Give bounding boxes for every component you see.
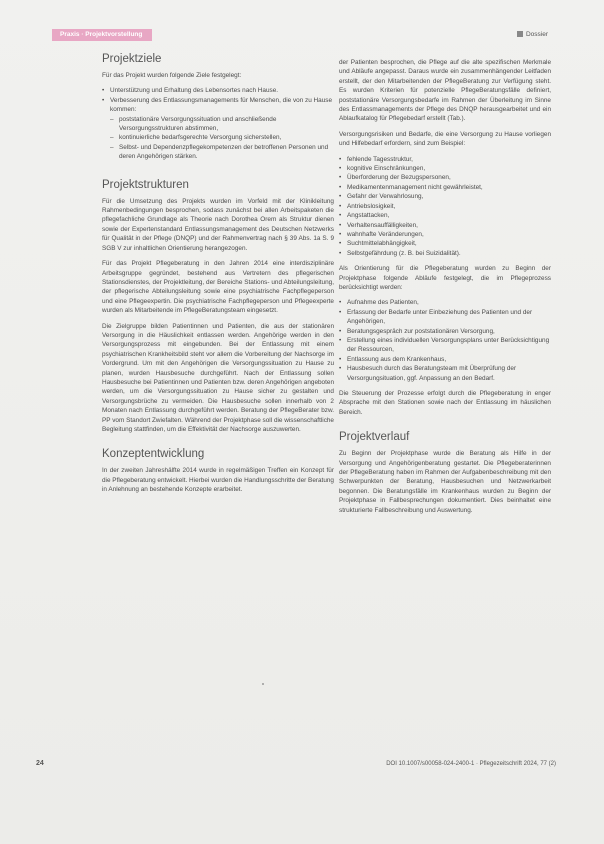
scan-speck [262,683,264,685]
section-tab: Praxis · Projektvorstellung [52,29,152,41]
paragraph: Die Steuerung der Prozesse erfolgt durch die Pflegeberatung in enger Absprache mit den Stationen sowie nach der Entlassung im häuslichen Bereich. [339,390,551,416]
paragraph: In der zweiten Jahreshälfte 2014 wurde in regelmäßigen Treffen ein Konzept für die Pflegeberatung entwickelt. Hierbei wurden die Handlungsschritte der Beratung in Anlehnung an bestehende Konzepte erarbeitet. [102,467,334,494]
paragraph: Zu Beginn der Projektphase wurde die Beratung als Hilfe in der Versorgung und Angehörigenberatung gestartet. Die Pflegeberaterinnen der PflegeBeratung haben im Rahmen der Aufgabenbeschreibung mit den Schwerpunkten der Beratung, Hausbesuchen und Netzwerkarbeit begonnen. Die Beratungsfälle im Krankenhaus wurden zu Beginn der Projektphase in Fallbesprechungen dokumentiert. Dies beinhaltet eine strukturierte Fallbeschreibung und Auswertung. [339,450,551,514]
paragraph: der Patienten besprochen, die Pflege auf die alte spezifischen Merkmale und Abläufe angepasst. Daraus wurde ein zusammenhängender Leitfaden erstellt, der den Mitarbeitenden der PflegeBeratung zur Verfügung steht. Es wurden Kriterien für potenzielle PflegeBeratungsfälle definiert, poststationäre Versorgungsbedarfe im Rahmen der Überleitung im Sinne des Entlassmanagements der Pflege des DNQP herausgearbeitet und ein Ablaufkatalog für Pflegebedarf erstellt (Tab.). [339,59,551,123]
list-item: • Erstellung eines individuellen Versorgungsplans unter Berücksichtigung der Ressourcen, [339,336,551,355]
paragraph: Für das Projekt wurden folgende Ziele festgelegt: [102,72,242,79]
list-item: • Antriebslosigkeit, [339,202,551,211]
list-item: • Angstattacken, [339,211,551,220]
list-item: • Hausbesuch durch das Beratungsteam mit Überprüfung der Versorgungsituation, ggf. Anpassung an den Bedarf. [339,364,551,383]
paragraph: Für die Umsetzung des Projekts wurden im Vorfeld mit der Klinikleitung Rahmenbedingungen besprochen, sodass zunächst bei allen Arbeitspaketen die pflegefachliche Grundlage als Theorie nach Dorothea Orem als Struktur dienen sowie der Expertenstandard Entlassungsmanagement des Deutschen Netzwerks für Qualität in der Pflege (DNQP) und der Rahmenvertrag nach § 39 Abs. 1a S. 9 SGB V zur inhaltlichen Orientierung herangezogen. [102,197,334,252]
list-item: • Erfassung der Bedarfe unter Einbeziehung des Patienten und der Angehörigen, [339,308,551,327]
paragraph: Versorgungsrisiken und Bedarfe, die eine Versorgung zu Hause vorliegen und Hilfebedarf erfordern, sind zum Beispiel: [339,130,551,148]
list-item: • Medikamentenmanagement nicht gewährleistet, [339,183,551,192]
list-item: • Suchtmittelabhängigkeit, [339,239,551,248]
process-list [339,298,551,383]
sub-list-item: – kontinuierliche bedarfsgerechte Versorgung sicherstellen, [110,133,334,142]
list-item: • Aufnahme des Patienten, [339,298,551,307]
sub-list-item: – poststationäre Versorgungssituation und anschließende Versorgungsstrukturen abstimmen, [110,115,334,134]
heading-projektziele: Projektziele [102,53,162,65]
goals-list [102,86,334,161]
heading-projektstrukturen: Projektstrukturen [102,178,189,191]
left-column [102,52,334,501]
running-header [52,29,548,41]
list-item: • Verhaltensauffälligkeiten, [339,221,551,230]
list-item-text: Verbesserung des Entlassungsmanagements für Menschen, die von zu Hause kommen: [110,96,333,114]
list-item: • Gefahr der Verwahrlosung, [339,192,551,201]
list-item [102,96,334,162]
heading-konzeptentwicklung: Konzeptentwicklung [102,448,205,461]
list-item: • Überforderung der Bezugspersonen, [339,173,551,182]
page-number: 24 [36,760,44,767]
list-item: • Entlassung aus dem Krankenhaus, [339,355,551,364]
list-item: • wahnhafte Veränderungen, [339,230,551,239]
paragraph: Für das Projekt Pflegeberatung in den Jahren 2014 eine interdisziplinäre Arbeitsgruppe gegründet, bestehend aus Vertretern des pflegerischen Stationsdienstes, der Projektleitung, der Bereiche Stations- und Abteilungsleitung, der pflegerische Abteilungsleitung sowie eine psychiatrische Fachpflegeperson und eine Pflegeexpertin. Die psychiatrische Fachpflegeperson und Pflegeexperte wurden als Mitarbeitende im PflegeBeratungsteam eingesetzt. [102,260,334,315]
footer-citation: DOI 10.1007/s00058-024-2400-1 · Pflegezeitschrift 2024, 77 (2) [386,761,556,767]
paragraph: Als Orientierung für die Pflegeberatung wurden zu Beginn der Projektphase folgende Abläufe festgelegt, die im Pflegeprozess berücksichtigt werden: [339,265,551,291]
list-item: • Selbstgefährdung (z. B. bei Suizidalität). [339,249,551,258]
list-item: • Beratungsgespräch zur poststationären Versorgung, [339,327,551,336]
list-item: • Unterstützung und Erhaltung des Lebensortes nach Hause. [102,86,334,95]
heading-projektverlauf: Projektverlauf [339,431,410,444]
journal-tag [517,29,548,41]
risk-list [339,155,551,258]
journal-tag-label: Dossier [525,31,548,38]
sub-list-item: – Selbst- und Dependenzpflegekompetenzen der betroffenen Personen und deren Angehörigen stärken. [110,143,334,162]
list-item: • kognitive Einschränkungen, [339,164,551,173]
square-icon [517,31,523,37]
page-footer [36,758,556,770]
right-column [339,58,551,521]
paragraph: Die Zielgruppe bilden Patientinnen und Patienten, die aus der stationären Versorgung in die Häuslichkeit entlassen werden. Angehörige werden in den Versorgungsprozess mit eingebunden. Bei der Entlassung mit einem psychiatrischen Krankheitsbild steht vor allem die Vorbereitung der Nachsorge im Vordergrund. Um mit den Angehörigen die Versorgungssituation zu Hause zu planen, wurden Hausbesuche durchgeführt. Nach der Entlassung sollen Hausbesuche bei Patientinnen und Patienten bzw. deren Angehörigen angeboten werden, um die Versorgungssituation zu Hause sicher zu gestalten und Versorgungsbrüche zu vermeiden. Die Hausbesuche sollen innerhalb von 2 Monaten nach Entlassung durchgeführt werden. Beratung der PflegeBerater bzw. PP vom Standort Zwiefalten. Während der Projektphase soll die wissenschaftliche Begleitung stattfinden, um die Effektivität der Nachsorge auszuwerten. [102,322,334,433]
sub-list [110,115,334,162]
list-item: • fehlende Tagesstruktur, [339,155,551,164]
